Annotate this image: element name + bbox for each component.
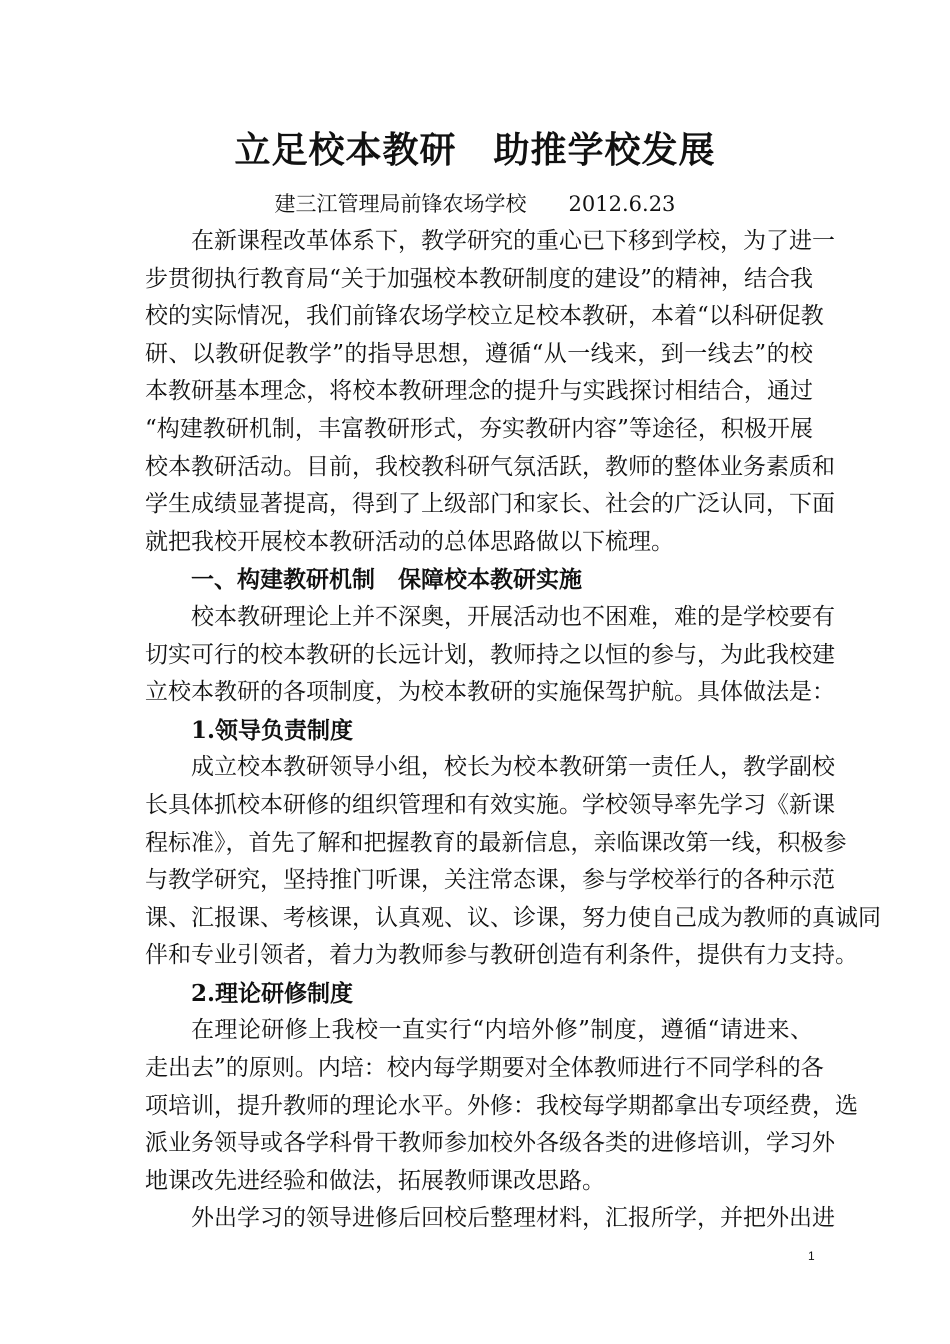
body-line: 伴和专业引领者，着力为教师参与教研创造有利条件，提供有力支持。 xyxy=(145,942,858,969)
body-line: 就把我校开展校本教研活动的总体思路做以下梳理。 xyxy=(145,528,674,555)
subsection-heading: 2.理论研修制度 xyxy=(191,979,354,1007)
subsection-heading: 1.领导负责制度 xyxy=(191,716,354,744)
section-heading: 一、构建教研机制 保障校本教研实施 xyxy=(191,566,582,594)
body-line: 课、汇报课、考核课，认真观、议、诊课，努力使自己成为教师的真诚同 xyxy=(145,904,881,931)
body-line: 外出学习的领导进修后回校后整理材料，汇报所学，并把外出进 xyxy=(191,1205,835,1232)
body-line: 派业务领导或各学科骨干教师参加校外各级各类的进修培训，学习外 xyxy=(145,1130,835,1157)
body-line: 立校本教研的各项制度，为校本教研的实施保驾护航。具体做法是： xyxy=(145,679,835,706)
body-line: 校本教研理论上并不深奥，开展活动也不困难，难的是学校要有 xyxy=(191,603,835,630)
document-subtitle: 建三江管理局前锋农场学校 2012.6.23 xyxy=(274,192,676,216)
document-title: 立足校本教研 助推学校发展 xyxy=(234,129,716,171)
body-line: 程标准》，首先了解和把握教育的最新信息，亲临课改第一线，积极参 xyxy=(145,829,847,856)
body-line: 切实可行的校本教研的长远计划，教师持之以恒的参与，为此我校建 xyxy=(145,641,835,668)
body-line: 本教研基本理念，将校本教研理念的提升与实践探讨相结合，通过 xyxy=(145,378,813,405)
body-line: 成立校本教研领导小组，校长为校本教研第一责任人，教学副校 xyxy=(191,754,835,781)
body-line: 校的实际情况，我们前锋农场学校立足校本教研，本着“以科研促教 xyxy=(145,303,824,330)
body-line: 长具体抓校本研修的组织管理和有效实施。学校领导率先学习《新课 xyxy=(145,791,835,818)
page-number: 1 xyxy=(808,1249,815,1263)
body-line: 走出去”的原则。内培：校内每学期要对全体教师进行不同学科的各 xyxy=(145,1055,824,1082)
body-line: 项培训，提升教师的理论水平。外修：我校每学期都拿出专项经费，选 xyxy=(145,1092,858,1119)
body-line: 在理论研修上我校一直实行“内培外修”制度，遵循“请进来、 xyxy=(191,1017,813,1044)
body-line: 研、以教研促教学”的指导思想，遵循“从一线来，到一线去”的校 xyxy=(145,340,813,367)
body-line: 校本教研活动。目前，我校教科研气氛活跃，教师的整体业务素质和 xyxy=(145,453,835,480)
body-line: 与教学研究，坚持推门听课，关注常态课，参与学校举行的各种示范 xyxy=(145,867,835,894)
body-line: 步贯彻执行教育局“关于加强校本教研制度的建设”的精神，结合我 xyxy=(145,265,813,292)
body-line: 地课改先进经验和做法，拓展教师课改思路。 xyxy=(145,1167,605,1194)
body-line: 在新课程改革体系下，教学研究的重心已下移到学校，为了进一 xyxy=(191,228,835,254)
document-body xyxy=(145,223,881,1238)
body-line: “构建教研机制，丰富教研形式，夯实教研内容”等途径，积极开展 xyxy=(145,415,813,442)
body-line: 学生成绩显著提高，得到了上级部门和家长、社会的广泛认同，下面 xyxy=(145,491,835,518)
